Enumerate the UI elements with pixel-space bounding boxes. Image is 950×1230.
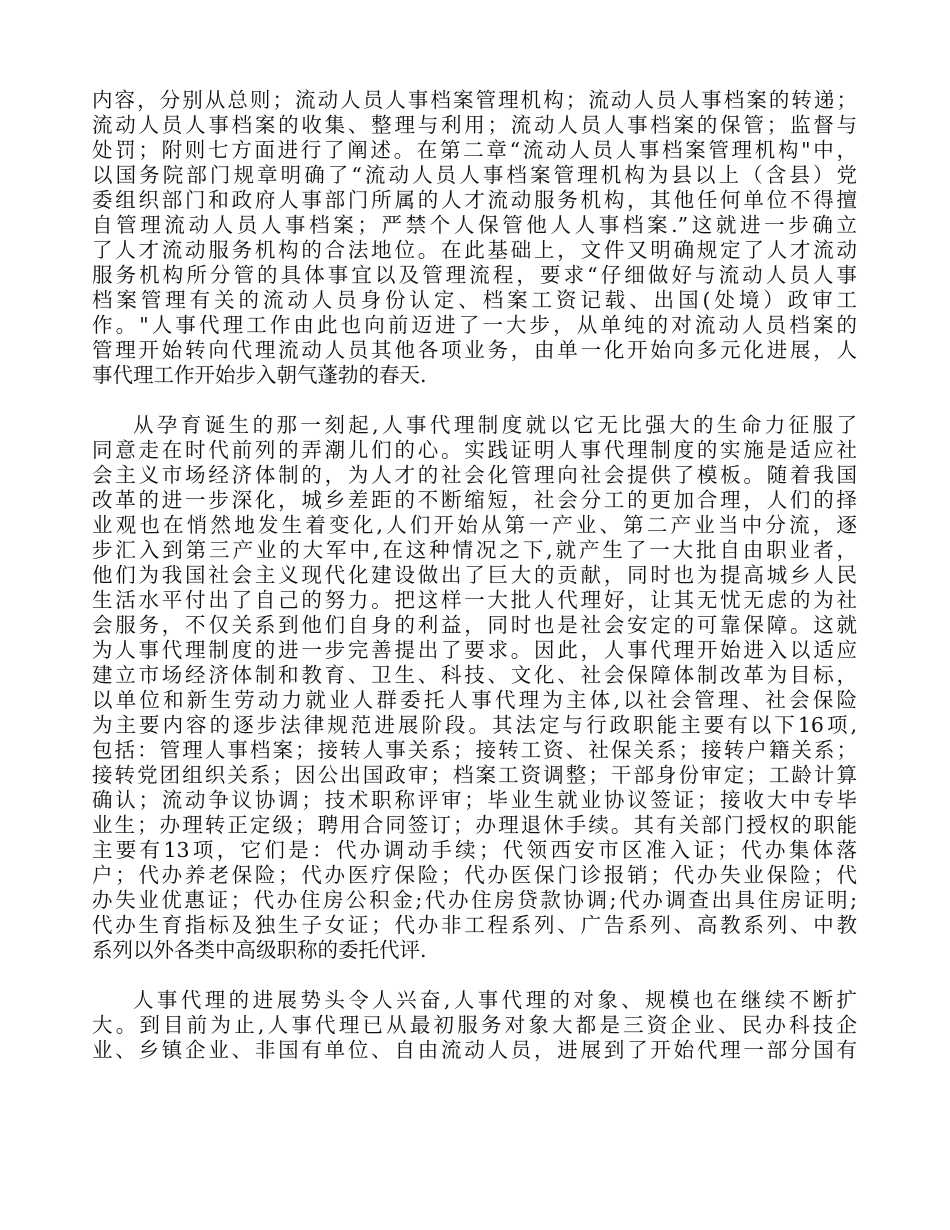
text-line: 服务机构所分管的具体事宜以及管理流程，要求“仔细做好与流动人员人事 [92, 263, 857, 287]
document-page [92, 88, 857, 1063]
text-line: 业观也在悄然地发生着变化,人们开始从第一产业、第二产业当中分流，逐 [92, 513, 857, 537]
text-line: 事代理工作开始步入朝气蓬勃的春天. [92, 363, 427, 387]
text-line: 他们为我国社会主义现代化建设做出了巨大的贡献，同时也为提高城乡人民 [92, 563, 857, 587]
paragraph-2 [92, 413, 857, 963]
text-line: 档案管理有关的流动人员身份认定、档案工资记载、出国(处境）政审工 [92, 288, 857, 312]
text-line: 大。到目前为止,人事代理已从最初服务对象大都是三资企业、民办科技企 [92, 1013, 857, 1037]
text-line: 委组织部门和政府人事部门所属的人才流动服务机构，其他任何单位不得擅 [92, 188, 857, 212]
paragraph-3 [92, 988, 857, 1063]
text-line: 为人事代理制度的进一步完善提出了要求。因此，人事代理开始进入以适应 [92, 638, 857, 662]
text-line: 代办生育指标及独生子女证；代办非工程系列、广告系列、高教系列、中教 [92, 913, 857, 937]
text-line: 主要有13项，它们是：代办调动手续；代领西安市区准入证；代办集体落 [92, 838, 857, 862]
text-line: 管理开始转向代理流动人员其他各项业务，由单一化开始向多元化进展，人 [92, 338, 857, 362]
text-line: 以国务院部门规章明确了“流动人员人事档案管理机构为县以上（含县）党 [92, 163, 857, 187]
text-line: 会服务，不仅关系到他们自身的利益，同时也是社会安定的可靠保障。这就 [92, 613, 857, 637]
text-line: 人事代理的进展势头令人兴奋,人事代理的对象、规模也在继续不断扩 [133, 988, 857, 1012]
text-line: 从孕育诞生的那一刻起,人事代理制度就以它无比强大的生命力征服了 [133, 413, 857, 437]
text-line: 流动人员人事档案的收集、整理与利用；流动人员人事档案的保管；监督与 [92, 113, 857, 137]
text-line: 会主义市场经济体制的，为人才的社会化管理向社会提供了模板。随着我国 [92, 463, 857, 487]
text-line: 自管理流动人员人事档案；严禁个人保管他人人事档案.”这就进一步确立 [92, 213, 857, 237]
paragraph-spacer [92, 388, 857, 413]
text-line: 生活水平付出了自己的努力。把这样一大批人代理好，让其无忧无虑的为社 [92, 588, 857, 612]
text-line: 改革的进一步深化，城乡差距的不断缩短，社会分工的更加合理，人们的择 [92, 488, 857, 512]
text-line: 内容，分别从总则；流动人员人事档案管理机构；流动人员人事档案的转递； [92, 88, 857, 112]
text-line: 同意走在时代前列的弄潮儿们的心。实践证明人事代理制度的实施是适应社 [92, 438, 857, 462]
text-line: 接转党团组织关系；因公出国政审；档案工资调整；干部身份审定；工龄计算 [92, 763, 857, 787]
text-line: 作。"人事代理工作由此也向前迈进了一大步，从单纯的对流动人员档案的 [92, 313, 857, 337]
text-line: 处罚；附则七方面进行了阐述。在第二章“流动人员人事档案管理机构"中， [92, 138, 857, 162]
text-line: 办失业优惠证；代办住房公积金;代办住房贷款协调;代办调查出具住房证明; [92, 888, 857, 912]
text-line: 包括：管理人事档案；接转人事关系；接转工资、社保关系；接转户籍关系； [92, 738, 857, 762]
text-line: 业生；办理转正定级；聘用合同签订；办理退休手续。其有关部门授权的职能 [92, 813, 857, 837]
text-line: 了人才流动服务机构的合法地位。在此基础上，文件又明确规定了人才流动 [92, 238, 857, 262]
text-line: 步汇入到第三产业的大军中,在这种情况之下,就产生了一大批自由职业者， [92, 538, 857, 562]
paragraph-1 [92, 88, 857, 388]
text-line: 系列以外各类中高级职称的委托代评. [92, 938, 427, 962]
text-line: 建立市场经济体制和教育、卫生、科技、文化、社会保障体制改革为目标， [92, 663, 857, 687]
text-line: 确认；流动争议协调；技术职称评审；毕业生就业协议签证；接收大中专毕 [92, 788, 857, 812]
text-line: 户；代办养老保险；代办医疗保险；代办医保门诊报销；代办失业保险；代 [92, 863, 857, 887]
text-line: 为主要内容的逐步法律规范进展阶段。其法定与行政职能主要有以下16项, [92, 713, 857, 737]
text-line: 业、乡镇企业、非国有单位、自由流动人员，进展到了开始代理一部分国有 [92, 1038, 857, 1062]
text-line: 以单位和新生劳动力就业人群委托人事代理为主体,以社会管理、社会保险 [92, 688, 857, 712]
paragraph-spacer [92, 963, 857, 988]
